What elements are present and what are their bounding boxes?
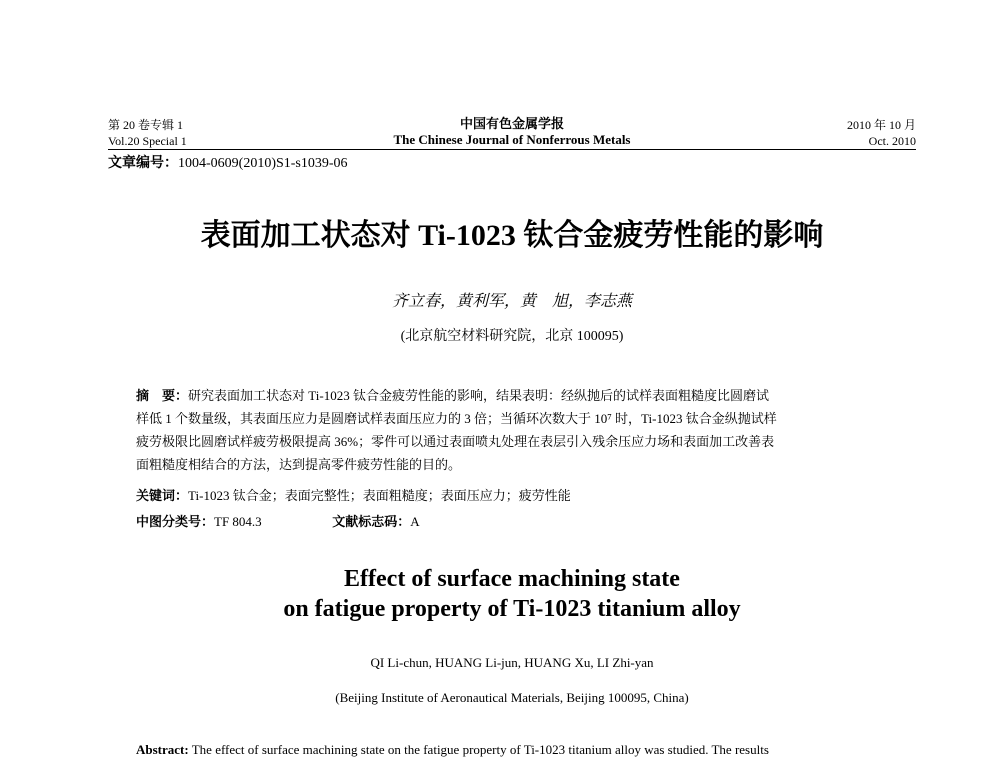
authors-en: QI Li-chun, HUANG Li-jun, HUANG Xu, LI Zhi-yan — [370, 655, 654, 670]
keywords-label: 关键词： — [136, 488, 189, 503]
title-en-line-2: on fatigue property of Ti-1023 titanium alloy — [283, 596, 741, 622]
authors-cn: 齐立春，黄利军，黄 旭，李志燕 — [391, 293, 632, 310]
abstract-cn-line-4: 面粗糙度相结合的方法，达到提高零件疲劳性能的目的。 — [136, 457, 462, 472]
abstract-en-label: Abstract: — [136, 742, 189, 757]
title-cn: 表面加工状态对 Ti-1023 钛合金疲劳性能的影响 — [200, 219, 824, 252]
document-code-label: 文献标志码： — [332, 514, 411, 529]
date-cn: 2010 年 10 月 — [846, 118, 916, 132]
article-number-value: 1004-0609(2010)S1-s1039-06 — [178, 156, 348, 171]
classification-value: TF 804.3 — [214, 514, 262, 529]
header-rule — [108, 149, 916, 150]
title-en — [100, 564, 924, 624]
journal-title-en: The Chinese Journal of Nonferrous Metals — [393, 132, 631, 147]
abstract-en — [136, 742, 916, 758]
article-number-label: 文章编号： — [108, 156, 178, 171]
journal-title-cn: 中国有色金属学报 — [459, 116, 564, 131]
affiliation-cn: (北京航空材料研究院，北京 100095) — [400, 329, 624, 344]
abstract-cn-label: 摘 要： — [136, 388, 189, 403]
volume-cn: 第 20 卷专辑 1 — [108, 118, 184, 132]
keywords-value: Ti-1023 钛合金；表面完整性；表面粗糙度；表面压应力；疲劳性能 — [188, 488, 571, 503]
abstract-cn — [136, 384, 896, 476]
abstract-en-text: The effect of surface machining state on the fatigue property of Ti-1023 titanium alloy was studied. The results — [191, 742, 769, 757]
abstract-cn-line-2: 样低 1 个数量级，其表面压应力是圆磨试样表面压应力的 3 倍；当循环次数大于 10⁷ 时，Ti-1023 钛合金纵抛试样 — [136, 411, 777, 426]
title-en-line-1: Effect of surface machining state — [344, 566, 680, 592]
affiliation-en: (Beijing Institute of Aeronautical Materials, Beijing 100095, China) — [335, 690, 689, 705]
abstract-cn-line-1: 摘 要：研究表面加工状态对 Ti-1023 钛合金疲劳性能的影响，结果表明：经纵抛后的试样表面粗糙度比圆磨试 — [136, 388, 769, 403]
keywords-cn — [136, 484, 896, 507]
classification-label: 中图分类号： — [136, 514, 215, 529]
article-number — [108, 155, 348, 173]
abstract-cn-line-3: 疲劳极限比圆磨试样疲劳极限提高 36%；零件可以通过表面喷丸处理在表层引入残余压应力场和表面加工改善表 — [136, 434, 775, 449]
date-en: Oct. 2010 — [868, 134, 916, 148]
classification — [136, 510, 896, 533]
volume-en: Vol.20 Special 1 — [108, 134, 187, 148]
document-code-value: A — [410, 514, 420, 529]
